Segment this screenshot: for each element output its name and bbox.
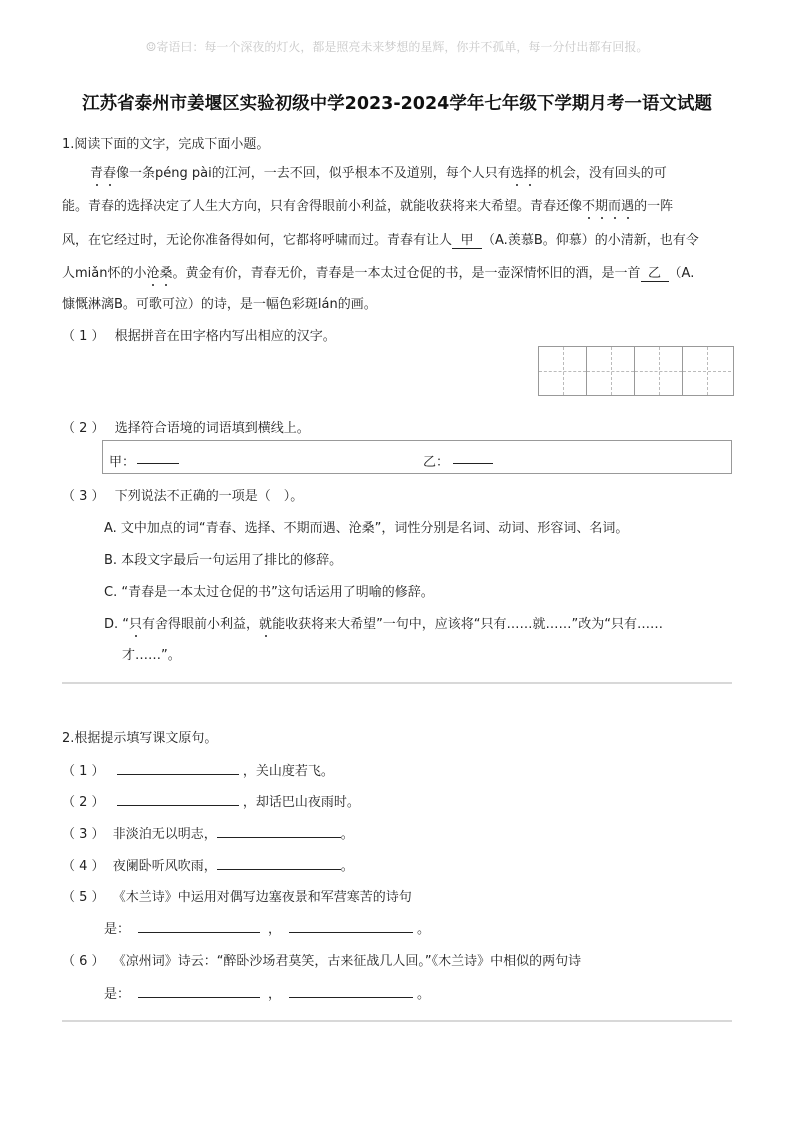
punct: 。 (417, 987, 431, 1002)
answer-jia-blank[interactable] (137, 451, 179, 464)
dotted-word-cangsang: 沧桑 (146, 266, 173, 281)
poem-text: 夜阑卧听风吹雨， (112, 859, 217, 874)
passage-text: 能。青春的选择决定了人生大方向，只有舍得眼前小利益，就能收获将来大希望。青春还像 (62, 199, 583, 214)
blank-yi[interactable]: 乙 (641, 262, 669, 282)
q2-item-3 (62, 823, 354, 842)
dotted-word-buqieryu: 不期而遇 (582, 199, 635, 214)
dotted-char-jiu: 就 (259, 617, 273, 632)
q1-sub1 (62, 325, 336, 344)
poem-text: 《凉州词》诗云：“醉卧沙场君莫笑，古来征战几人回。”《木兰诗》中相似的两句诗 (112, 954, 582, 969)
answer-blank[interactable] (289, 920, 413, 933)
dotted-char-zhi: 只 (129, 617, 143, 632)
passage-text: （A. (668, 266, 695, 281)
tianzige-cell[interactable] (539, 347, 587, 395)
sub-text: 下列说法不正确的一项是（ ）。 (114, 489, 304, 504)
sub-number: （ 2 ） (62, 421, 105, 436)
answer-blank[interactable] (117, 762, 239, 775)
poem-text: 《木兰诗》中运用对偶写边塞夜景和军营寒苦的诗句 (112, 890, 412, 905)
answer-yi-blank[interactable] (453, 451, 493, 464)
q1-stem: 1.阅读下面的文字，完成下面小题。 (62, 137, 270, 152)
option-d-text: D. “ (104, 617, 130, 632)
answer-blank[interactable] (217, 857, 341, 870)
poem-text: 。 (340, 827, 354, 842)
option-b[interactable]: B. 本段文字最后一句运用了排比的修辞。 (104, 553, 343, 568)
answer-box (102, 440, 732, 474)
poem-text: ，关山度若飞。 (242, 764, 334, 779)
passage-text: 风，在它经过时，无论你准备得如何，它都将呼啸而过。青春有让人 (62, 233, 453, 248)
tianzige-cell[interactable] (683, 347, 731, 395)
answer-blank[interactable] (289, 985, 413, 998)
sub-number: （ 1 ） (62, 329, 105, 344)
option-c[interactable]: C. “青春是一本太过仓促的书”这句话运用了明喻的修辞。 (104, 585, 434, 600)
dotted-word-qingchun: 青春 (90, 166, 117, 181)
sub-number: （ 3 ） (62, 489, 105, 504)
punct: 。 (417, 922, 431, 937)
sub-number: （ 6 ） (62, 954, 105, 969)
poem-text: ，却话巴山夜雨时。 (242, 795, 360, 810)
answer-label: 是： (104, 922, 131, 937)
sub-number: （ 5 ） (62, 890, 105, 905)
section-divider (62, 1020, 732, 1022)
dotted-word-xuanze: 选择 (510, 166, 537, 181)
section-divider (62, 682, 732, 684)
passage-line-1 (90, 162, 667, 181)
answer-blank[interactable] (217, 825, 341, 838)
motto-header: ☺寄语曰：每一个深夜的灯火，都是照亮未来梦想的星辉，你并不孤单，每一分付出都有回报。 (145, 40, 649, 54)
answer-label: 是： (104, 987, 131, 1002)
option-d-text: 有舍得眼前小利益， (142, 617, 260, 632)
q2-item-2 (62, 791, 360, 810)
tianzige-cell[interactable] (587, 347, 635, 395)
answer-blank[interactable] (117, 793, 239, 806)
q2-item-6 (62, 950, 581, 969)
q2-item-5 (62, 886, 412, 905)
passage-text: 。黄金有价，青春无价，青春是一本太过仓促的书，是一壶深情怀旧的酒，是一首 (172, 266, 641, 281)
q1-sub2 (62, 417, 310, 436)
passage-line-5: 慷慨淋漓B。可歌可泣）的诗，是一幅色彩斑lán的画。 (62, 297, 377, 312)
page-title: 江苏省泰州市姜堰区实验初级中学2023-2024学年七年级下学期月考一语文试题 (82, 94, 712, 114)
answer-blank[interactable] (138, 920, 260, 933)
passage-text: 人miǎn怀的小 (62, 266, 147, 281)
sub-text: 选择符合语境的词语填到横线上。 (114, 421, 310, 436)
option-a[interactable]: A. 文中加点的词“青春、选择、不期而遇、沧桑”，词性分别是名词、动词、形容词、名词。 (104, 521, 629, 536)
option-d-text: 能收获将来大希望”一句中，应该将“只有……就……”改为“只有…… (272, 617, 664, 632)
sub-number: （ 2 ） (62, 795, 105, 810)
passage-text: 的机会，没有回头的可 (536, 166, 667, 181)
punct: ， (268, 987, 282, 1002)
option-d-line2: 才……”。 (122, 648, 181, 663)
punct: ， (268, 922, 282, 937)
q2-item-6-answer (104, 983, 430, 1002)
q2-item-1 (62, 760, 334, 779)
poem-text: 。 (340, 859, 354, 874)
label-yi: 乙： (423, 455, 450, 470)
passage-text: （A.羡慕B。仰慕）的小清新，也有令 (482, 233, 699, 248)
passage-line-4 (62, 262, 694, 282)
blank-jia[interactable]: 甲 (452, 229, 482, 249)
poem-text: 非淡泊无以明志， (112, 827, 217, 842)
passage-text: 的一阵 (634, 199, 674, 214)
label-jia: 甲： (109, 455, 136, 470)
sub-number: （ 1 ） (62, 764, 105, 779)
passage-line-2 (62, 195, 673, 214)
passage-line-3 (62, 229, 699, 249)
tianzige-grid (538, 346, 734, 396)
option-d[interactable] (104, 613, 663, 632)
answer-blank[interactable] (138, 985, 260, 998)
passage-text: 像一条péng pài的江河，一去不回，似乎根本不及道别，每个人只有 (116, 166, 511, 181)
q2-item-5-answer (104, 918, 430, 937)
sub-text: 根据拼音在田字格内写出相应的汉字。 (114, 329, 336, 344)
q2-item-4 (62, 855, 354, 874)
q2-stem: 2.根据提示填写课文原句。 (62, 731, 218, 746)
tianzige-cell[interactable] (635, 347, 683, 395)
q1-sub3 (62, 485, 303, 504)
sub-number: （ 4 ） (62, 859, 105, 874)
sub-number: （ 3 ） (62, 827, 105, 842)
